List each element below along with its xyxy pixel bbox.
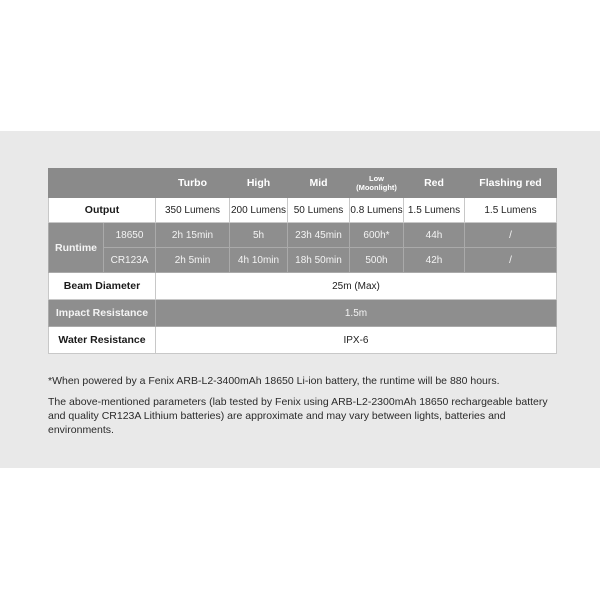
output-turbo: 350 Lumens — [156, 198, 230, 223]
water-label: Water Resistance — [49, 327, 156, 354]
beam-value: 25m (Max) — [156, 273, 557, 300]
output-low: 0.8 Lumens — [350, 198, 404, 223]
impact-value: 1.5m — [156, 300, 557, 327]
impact-row — [49, 300, 557, 327]
notes — [48, 374, 568, 444]
output-mid: 50 Lumens — [288, 198, 350, 223]
runtime-battery-cr123a: CR123A — [104, 248, 156, 273]
output-red: 1.5 Lumens — [404, 198, 465, 223]
disclaimer: The above-mentioned parameters (lab tested by Fenix using ARB-L2-2300mAh 18650 rechargeable battery and quality CR123A Lithium batteries) are approximate and may vary between lights, batteries and environments. — [48, 396, 548, 436]
runtime-18650-red: 44h — [404, 223, 465, 248]
impact-label: Impact Resistance — [49, 300, 156, 327]
runtime-cr123a-red: 42h — [404, 248, 465, 273]
header-flashing-red: Flashing red — [465, 169, 557, 198]
header-mid: Mid — [288, 169, 350, 198]
header-turbo: Turbo — [156, 169, 230, 198]
output-flashing-red: 1.5 Lumens — [465, 198, 557, 223]
spec-table — [48, 168, 557, 354]
output-high: 200 Lumens — [230, 198, 288, 223]
runtime-battery-18650: 18650 — [104, 223, 156, 248]
runtime-cr123a-high: 4h 10min — [230, 248, 288, 273]
beam-row — [49, 273, 557, 300]
header-red: Red — [404, 169, 465, 198]
runtime-18650-low: 600h* — [350, 223, 404, 248]
header-high: High — [230, 169, 288, 198]
header-low — [350, 169, 404, 198]
runtime-18650-mid: 23h 45min — [288, 223, 350, 248]
runtime-cr123a-low: 500h — [350, 248, 404, 273]
header-empty-2 — [104, 169, 156, 198]
header-empty-1 — [49, 169, 104, 198]
water-value: IPX-6 — [156, 327, 557, 354]
table-header-row — [49, 169, 557, 198]
output-label: Output — [49, 198, 156, 223]
header-low-label: Low — [369, 174, 384, 183]
runtime-row-cr123a — [49, 248, 557, 273]
runtime-18650-flashing-red: / — [465, 223, 557, 248]
output-row — [49, 198, 557, 223]
runtime-row-18650 — [49, 223, 557, 248]
runtime-18650-high: 5h — [230, 223, 288, 248]
header-moonlight-label: (Moonlight) — [356, 183, 397, 192]
footnote: *When powered by a Fenix ARB-L2-3400mAh 18650 Li-ion battery, the runtime will be 880 hours. — [48, 375, 500, 387]
runtime-18650-turbo: 2h 15min — [156, 223, 230, 248]
runtime-cr123a-flashing-red: / — [465, 248, 557, 273]
runtime-cr123a-mid: 18h 50min — [288, 248, 350, 273]
water-row — [49, 327, 557, 354]
runtime-cr123a-turbo: 2h 5min — [156, 248, 230, 273]
runtime-label: Runtime — [49, 223, 104, 273]
beam-label: Beam Diameter — [49, 273, 156, 300]
